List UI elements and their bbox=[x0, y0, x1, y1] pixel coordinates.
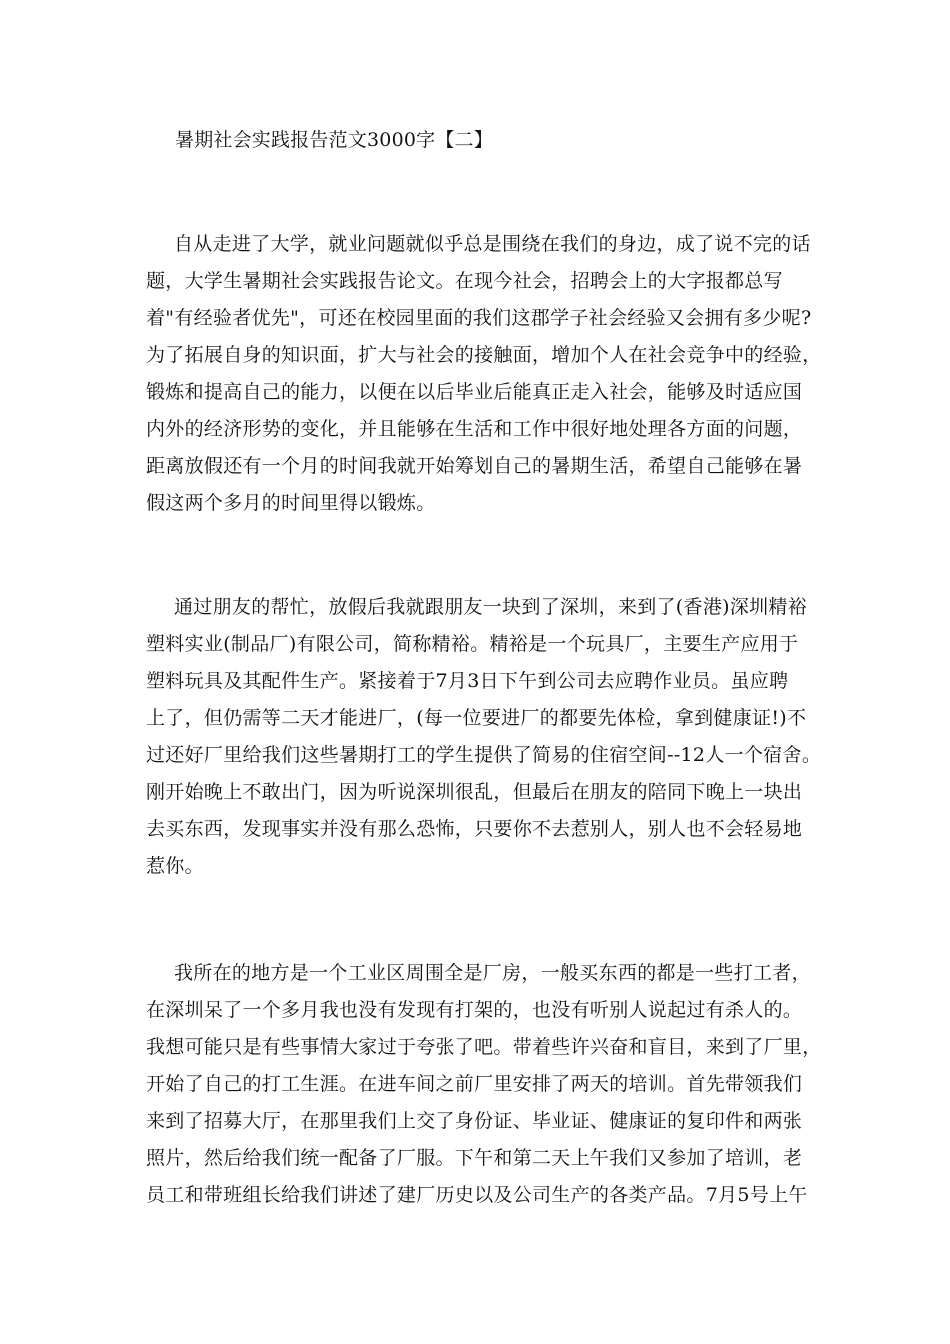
paragraph-line: 通过朋友的帮忙，放假后我就跟朋友一块到了深圳，来到了(香港)深圳精裕 bbox=[174, 596, 808, 618]
paragraph-line: 我所在的地方是一个工业区周围全是厂房，一般买东西的都是一些打工者， bbox=[174, 962, 811, 984]
paragraph-line: 假这两个多月的时间里得以锻炼。 bbox=[146, 492, 436, 514]
paragraph-line: 距离放假还有一个月的时间我就开始筹划自己的暑期生活，希望自己能够在暑 bbox=[146, 455, 803, 477]
paragraph-line: 开始了自己的打工生涯。在进车间之前厂里安排了两天的培训。首先带领我们 bbox=[146, 1073, 803, 1095]
paragraph-2 bbox=[146, 589, 822, 885]
paragraph-line: 题，大学生暑期社会实践报告论文。在现今社会，招聘会上的大字报都总写 bbox=[146, 270, 783, 292]
paragraph-line: 来到了招募大厅，在那里我们上交了身份证、毕业证、健康证的复印件和两张 bbox=[146, 1110, 803, 1132]
paragraph-line: 在深圳呆了一个多月我也没有发现有打架的，也没有听别人说起过有杀人的。 bbox=[146, 999, 803, 1021]
paragraph-line: 过还好厂里给我们这些暑期打工的学生提供了简易的住宿空间--12人一个宿舍。 bbox=[146, 744, 822, 766]
paragraph-1 bbox=[146, 226, 822, 522]
paragraph-line: 为了拓展自身的知识面，扩大与社会的接触面，增加个人在社会竞争中的经验， bbox=[146, 344, 822, 366]
paragraph-line: 内外的经济形势的变化，并且能够在生活和工作中很好地处理各方面的问题， bbox=[146, 418, 803, 440]
document-title: 暑期社会实践报告范文3000字【二】 bbox=[175, 129, 493, 151]
paragraph-line: 我想可能只是有些事情大家过于夸张了吧。带着些许兴奋和盲目，来到了厂里， bbox=[146, 1036, 822, 1058]
paragraph-line: 照片，然后给我们统一配备了厂服。下午和第二天上午我们又参加了培训，老 bbox=[146, 1147, 803, 1169]
paragraph-line: 去买东西，发现事实并没有那么恐怖，只要你不去惹别人，别人也不会轻易地 bbox=[146, 818, 803, 840]
paragraph-line: 上了，但仍需等二天才能进厂，(每一位要进厂的都要先体检，拿到健康证!)不 bbox=[146, 707, 807, 729]
paragraph-line: 员工和带班组长给我们讲述了建厂历史以及公司生产的各类产品。7月5号上午 bbox=[146, 1184, 808, 1206]
paragraph-line: 自从走进了大学，就业问题就似乎总是围绕在我们的身边，成了说不完的话 bbox=[174, 233, 811, 255]
paragraph-line: 塑料玩具及其配件生产。紧接着于7月3日下午到公司去应聘作业员。虽应聘 bbox=[146, 670, 789, 692]
paragraph-line: 着"有经验者优先"，可还在校园里面的我们这郡学子社会经验又会拥有多少呢? bbox=[146, 307, 812, 329]
paragraph-line: 刚开始晚上不敢出门，因为听说深圳很乱，但最后在朋友的陪同下晚上一块出 bbox=[146, 781, 803, 803]
paragraph-3 bbox=[146, 955, 822, 1214]
paragraph-line: 惹你。 bbox=[146, 855, 204, 877]
paragraph-line: 塑料实业(制品厂)有限公司，简称精裕。精裕是一个玩具厂，主要生产应用于 bbox=[146, 633, 799, 655]
paragraph-line: 锻炼和提高自己的能力，以便在以后毕业后能真正走入社会，能够及时适应国 bbox=[146, 381, 803, 403]
